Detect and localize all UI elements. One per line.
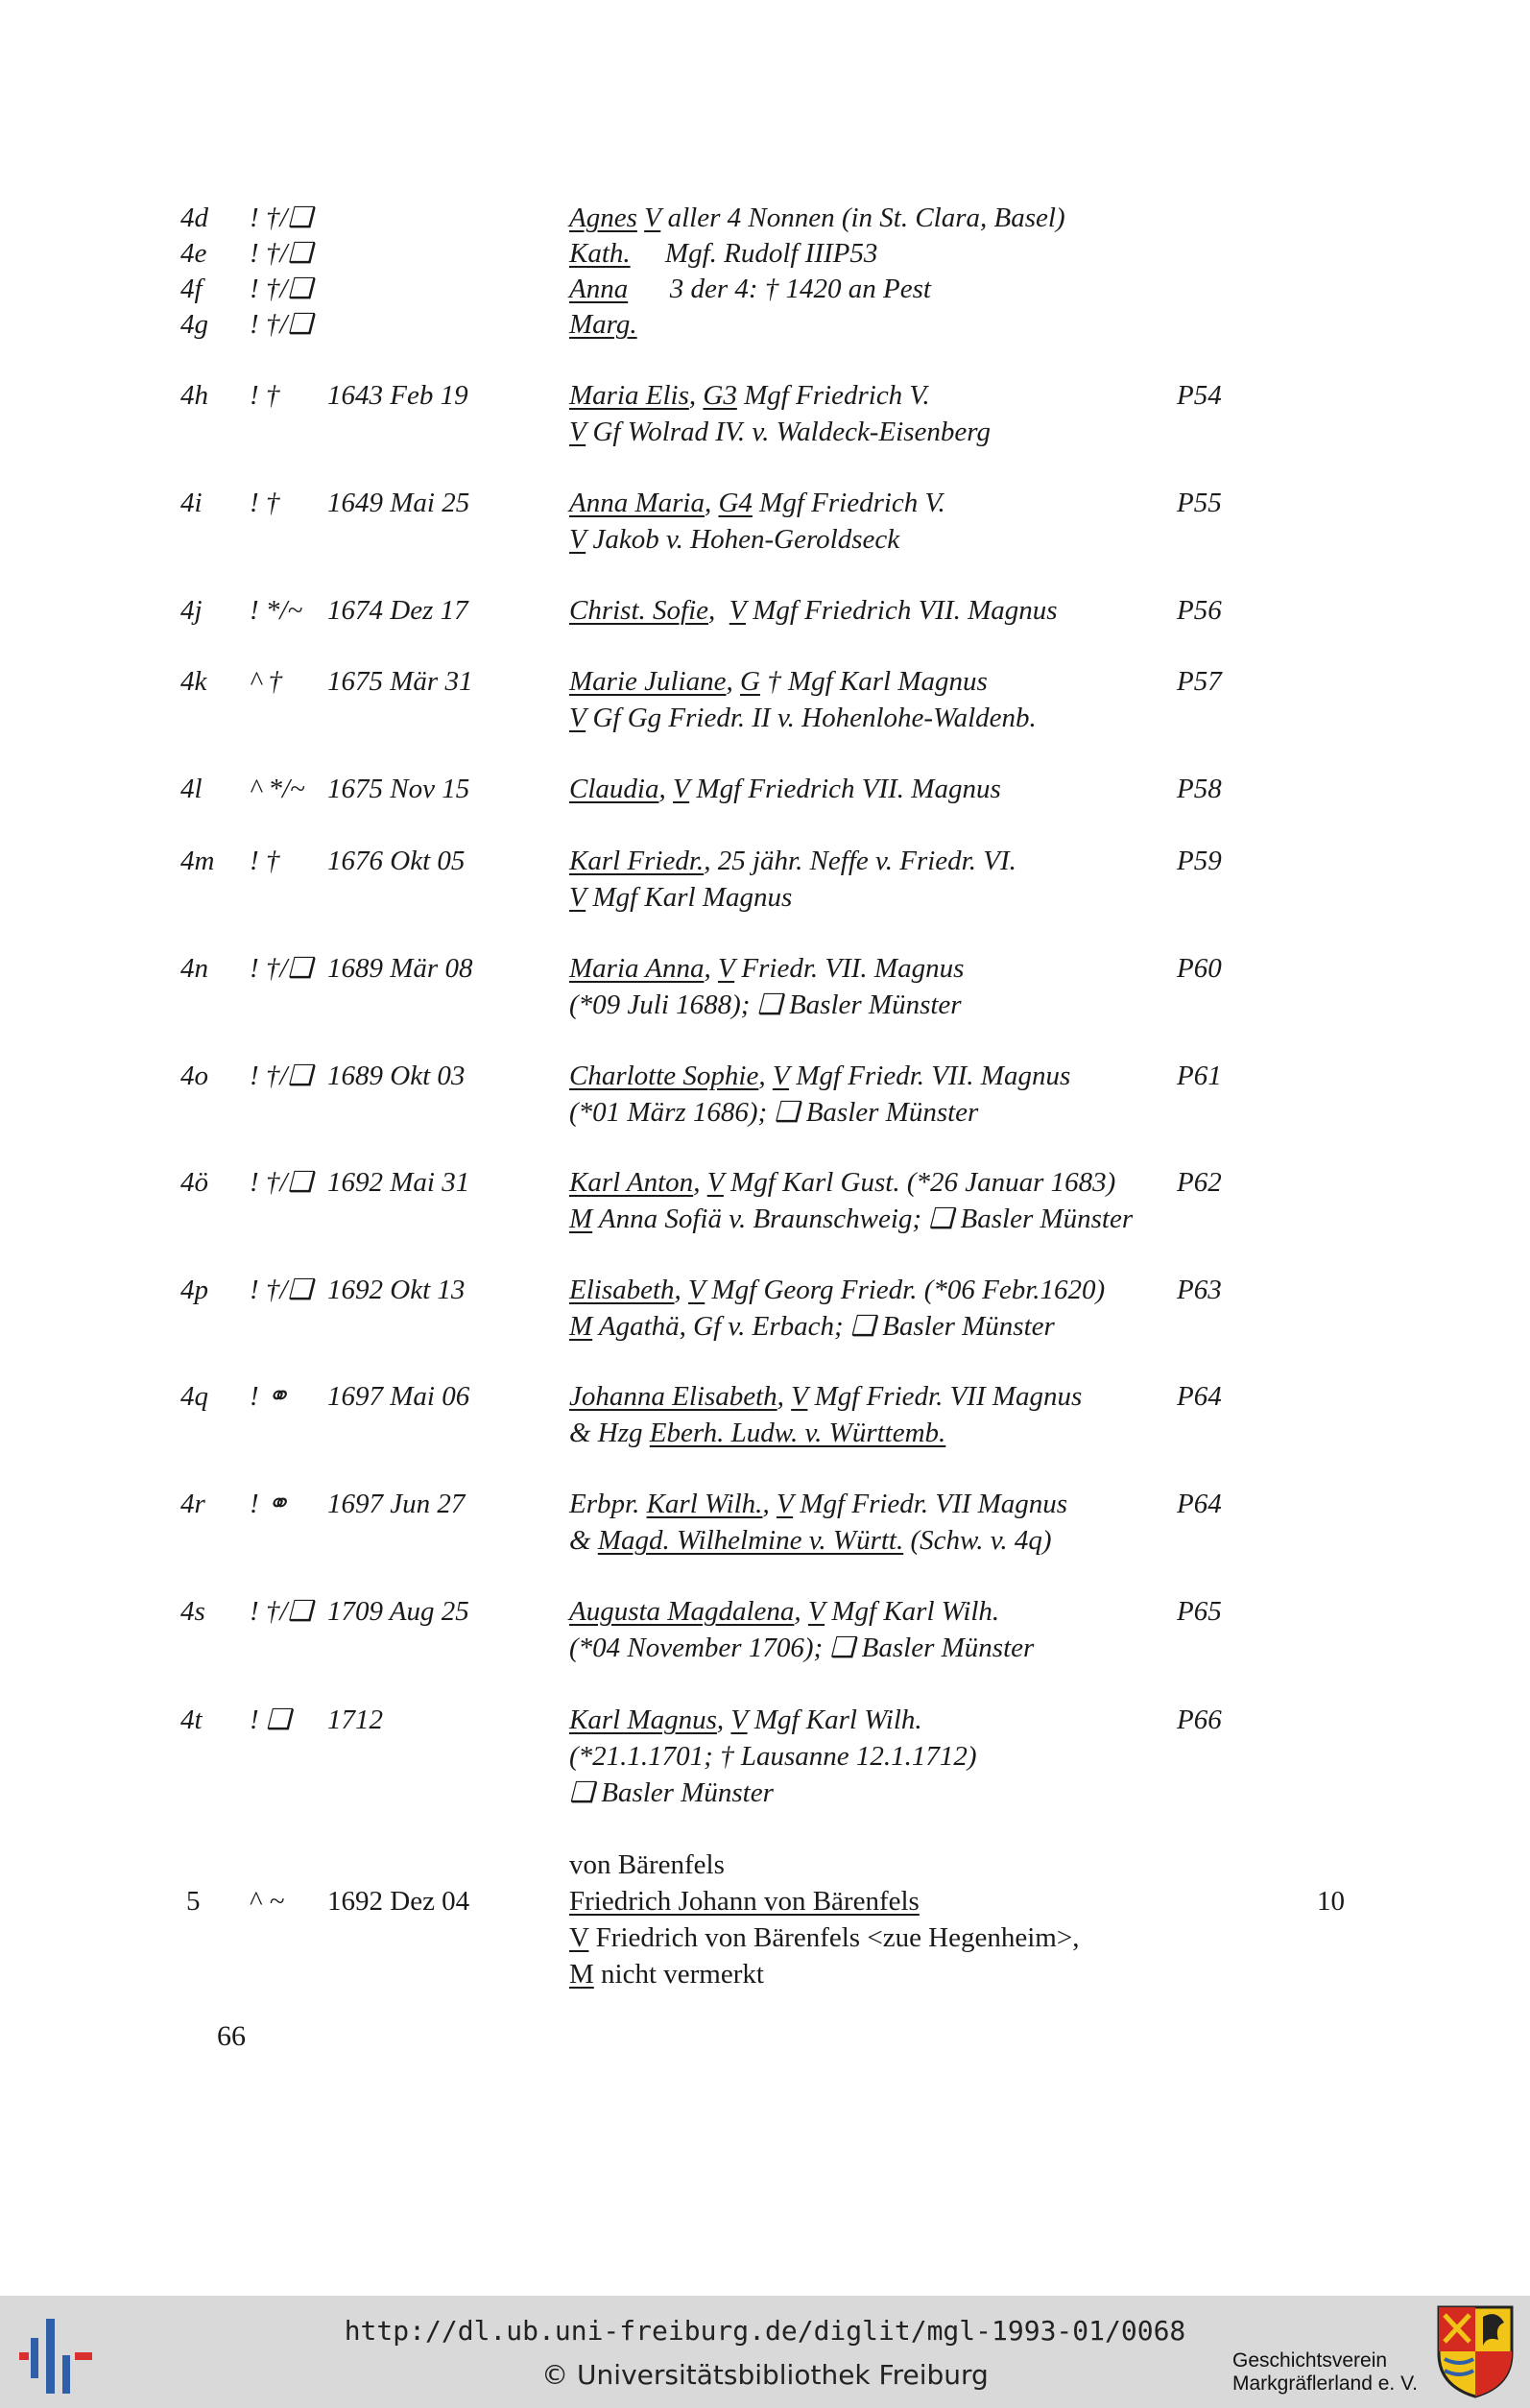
entry-text-line [569, 950, 964, 987]
viewer-footer [0, 2296, 1530, 2408]
text-segment: aller 4 Nonnen (in St. Clara, Basel) [660, 203, 1065, 233]
underlined-name: Karl Wilh. [646, 1489, 763, 1519]
entry-text-line [569, 592, 1058, 629]
underlined-name: Claudia [569, 774, 659, 804]
entry-text-line [569, 1378, 1082, 1415]
entry-symbols: ! †/❑ [250, 274, 313, 304]
entry-id: 4ö [180, 1167, 208, 1198]
entry-text-line [569, 1883, 1079, 1919]
text-segment: (*21.1.1701; † Lausanne 12.1.1712) [569, 1741, 977, 1772]
entry-text-line [569, 1486, 1067, 1522]
entry-text-line [569, 271, 931, 307]
text-segment: Mgf Karl Gust. (*26 Januar 1683) [723, 1167, 1116, 1198]
text-segment: , [688, 380, 704, 411]
entry-reference: P59 [1177, 846, 1222, 876]
entry-text [569, 663, 1037, 736]
text-segment: , 25 jähr. Neffe v. Friedr. VI. [704, 846, 1016, 876]
underlined-name: V [569, 524, 586, 555]
text-segment: Mgf Karl Wilh. [747, 1705, 922, 1735]
entry-text-line [569, 1164, 1133, 1201]
coat-of-arms-icon[interactable] [1435, 2303, 1516, 2399]
text-segment: Mgf Friedr. VII Magnus [793, 1489, 1068, 1519]
entry-text-line [569, 1593, 1034, 1630]
entry-id: 4o [180, 1061, 208, 1091]
entry-text [569, 200, 1065, 236]
entry-text-line [569, 1919, 1079, 1956]
text-segment: Mgf Friedr. VII Magnus [807, 1381, 1083, 1412]
entry-id: 4r [180, 1489, 205, 1519]
entry-text [569, 271, 931, 307]
underlined-name: Marg. [569, 309, 637, 340]
underlined-name: M [569, 1311, 593, 1342]
text-segment: Mgf Friedrich V. [736, 380, 930, 411]
text-segment: Friedr. VII. Magnus [734, 953, 965, 984]
text-segment: Mgf Karl Magnus [586, 882, 793, 913]
publisher-name-line-2: Markgräflerland e. V. [1232, 2372, 1418, 2395]
underlined-name: V [672, 774, 690, 804]
underlined-name: Maria Elis [569, 380, 689, 411]
underlined-name: V [807, 1596, 825, 1627]
text-segment: , [726, 666, 740, 697]
entry-date: 1692 Dez 04 [327, 1886, 470, 1917]
text-segment: & Hzg [569, 1418, 650, 1448]
entry-id: 4p [180, 1275, 208, 1305]
publisher-name-line-1: Geschichtsverein [1232, 2349, 1388, 2372]
entry-id: 4m [180, 846, 215, 876]
underlined-name: V [791, 1381, 808, 1412]
entry-id: 4k [180, 666, 207, 697]
underlined-name: Agnes [569, 203, 637, 233]
underlined-name: V [569, 703, 586, 733]
entry-symbols: ! †/❑ [250, 1061, 313, 1091]
text-segment: Mgf Friedrich V. [752, 488, 945, 518]
entry-text-line [569, 235, 877, 272]
entry-symbols: ^ ~ [250, 1886, 285, 1917]
underlined-name: Karl Magnus [569, 1705, 717, 1735]
entry-text-line [569, 1956, 1079, 1992]
copyright-notice: © Universitätsbibliothek Freiburg [541, 2359, 989, 2391]
entry-text [569, 1272, 1105, 1345]
entry-symbols: ! †/❑ [250, 1167, 313, 1198]
entry-symbols: ! ❑ [250, 1705, 291, 1735]
entry-text-line [569, 414, 991, 450]
entry-text [569, 1593, 1034, 1666]
entry-text-line [569, 987, 964, 1023]
entry-text-line [569, 200, 1065, 236]
text-segment: Mgf Friedr. VII. Magnus [789, 1061, 1071, 1091]
entry-symbols: ! † [250, 380, 280, 411]
entry-text-line [569, 521, 945, 558]
underlined-name: Anna [569, 274, 629, 304]
entry-text-line [569, 663, 1037, 700]
entry-id: 4t [180, 1705, 203, 1735]
text-segment: Jakob v. Hohen-Geroldseck [586, 524, 900, 555]
entry-date: 1675 Mär 31 [327, 666, 473, 697]
entry-text-line [569, 377, 991, 414]
entry-date: 1692 Okt 13 [327, 1275, 466, 1305]
text-segment: Mgf Karl Wilh. [825, 1596, 1000, 1627]
text-segment: , [704, 953, 718, 984]
text-segment: , [794, 1596, 808, 1627]
underlined-name: Charlotte Sophie [569, 1061, 759, 1091]
text-segment: Mgf Friedrich VII. Magnus [745, 595, 1058, 626]
text-segment: , [693, 1167, 707, 1198]
entry-text [569, 1883, 1079, 1992]
entry-reference: 10 [1317, 1886, 1345, 1917]
underlined-name: V [644, 203, 661, 233]
underlined-name: Karl Friedr. [569, 846, 705, 876]
text-segment: † Mgf Karl Magnus [759, 666, 988, 697]
underlined-name: Karl Anton [569, 1167, 694, 1198]
underlined-name: V [688, 1275, 705, 1305]
entry-reference: P60 [1177, 953, 1222, 984]
entry-id: 4n [180, 953, 208, 984]
entry-id: 4s [180, 1596, 205, 1627]
entry-id: 5 [186, 1886, 201, 1917]
text-segment: , [758, 1061, 773, 1091]
entry-text [569, 843, 1016, 916]
underlined-name: Magd. Wilhelmine v. Württ. [597, 1525, 904, 1556]
underlined-name: V [729, 595, 746, 626]
text-segment: , [777, 1381, 792, 1412]
text-segment: ❑ Basler Münster [569, 1777, 774, 1808]
text-segment: , [708, 595, 729, 626]
underlined-name: V [776, 1489, 794, 1519]
underlined-name: Marie Juliane [569, 666, 727, 697]
underlined-name: Augusta Magdalena [569, 1596, 795, 1627]
entry-symbols: ! ⚭ [250, 1489, 290, 1519]
entry-text-line [569, 843, 1016, 879]
entry-text [569, 1702, 977, 1811]
entry-symbols: ! †/❑ [250, 953, 313, 984]
entry-date: 1697 Mai 06 [327, 1381, 470, 1412]
underlined-name: V [569, 417, 586, 447]
entry-text [569, 1164, 1133, 1237]
text-segment: Friedrich von Bärenfels <zue Hegenheim>, [588, 1922, 1080, 1953]
entry-date: 1689 Mär 08 [327, 953, 473, 984]
entry-text-line [569, 771, 1001, 807]
text-segment: nicht vermerkt [593, 1959, 764, 1990]
entry-date: 1676 Okt 05 [327, 846, 466, 876]
page-number: 66 [217, 2020, 246, 2052]
underlined-name: G4 [718, 488, 753, 518]
text-segment: Mgf. Rudolf IIIP53 [630, 238, 878, 269]
text-segment: Agathä, Gf v. Erbach; ❑ Basler Münster [592, 1311, 1055, 1342]
text-segment: , [716, 1705, 731, 1735]
entry-symbols: ! †/❑ [250, 309, 313, 340]
underlined-name: M [569, 1959, 594, 1990]
entry-text-line [569, 1308, 1105, 1345]
entry-symbols: ! */~ [250, 595, 303, 626]
entry-text-line [569, 1522, 1067, 1559]
entry-id: 4i [180, 488, 203, 518]
entry-id: 4g [180, 309, 208, 340]
underlined-name: Elisabeth [569, 1275, 675, 1305]
entry-text [569, 592, 1058, 629]
entry-date: 1674 Dez 17 [327, 595, 468, 626]
entry-text-line [569, 1272, 1105, 1308]
entry-reference: P65 [1177, 1596, 1222, 1627]
text-segment: (*01 März 1686); ❑ Basler Münster [569, 1097, 979, 1128]
publisher-name [1232, 2349, 1418, 2396]
entry-text [569, 485, 945, 558]
entry-date: 1649 Mai 25 [327, 488, 470, 518]
entry-reference: P63 [1177, 1275, 1222, 1305]
underlined-name: Kath. [569, 238, 631, 269]
underlined-name: Eberh. Ludw. v. Württemb. [649, 1418, 946, 1448]
text-segment: (*09 Juli 1688); ❑ Basler Münster [569, 989, 962, 1020]
underlined-name: V [569, 882, 586, 913]
entry-text-line [569, 1094, 1070, 1131]
entry-text-line [569, 1058, 1070, 1094]
entry-id: 4d [180, 203, 208, 233]
entry-date: 1692 Mai 31 [327, 1167, 470, 1198]
entry-text-line [569, 1630, 1034, 1666]
underlined-name: M [569, 1204, 593, 1234]
entry-date: 1689 Okt 03 [327, 1061, 466, 1091]
entry-date: 1697 Jun 27 [327, 1489, 466, 1519]
entry-date: 1712 [327, 1705, 383, 1735]
underlined-name: Friedrich Johann von Bärenfels [569, 1886, 920, 1917]
entry-id: 4e [180, 238, 207, 269]
entry-reference: P62 [1177, 1167, 1222, 1198]
entry-text [569, 950, 964, 1023]
document-url-link[interactable]: http://dl.ub.uni-freiburg.de/diglit/mgl-1993-01/0068 [344, 2315, 1186, 2347]
entry-reference: P64 [1177, 1489, 1222, 1519]
text-segment: 3 der 4: † 1420 an Pest [628, 274, 931, 304]
entry-date: 1709 Aug 25 [327, 1596, 469, 1627]
entry-symbols: ! †/❑ [250, 203, 313, 233]
text-segment: Erbpr. [569, 1489, 647, 1519]
underlined-name: V [569, 1922, 589, 1953]
entry-text-line [569, 1415, 1082, 1451]
underlined-name: V [717, 953, 735, 984]
entry-id: 4f [180, 274, 203, 304]
entry-text [569, 235, 877, 272]
entry-id: 4l [180, 774, 203, 804]
entry-symbols: ! ⚭ [250, 1381, 290, 1412]
entry-id: 4j [180, 595, 203, 626]
entry-reference: P54 [1177, 380, 1222, 411]
text-segment: Gf Wolrad IV. v. Waldeck-Eisenberg [586, 417, 991, 447]
entry-symbols: ! †/❑ [250, 238, 313, 269]
entry-reference: P55 [1177, 488, 1222, 518]
entry-text-line [569, 879, 1016, 916]
entry-id: 4h [180, 380, 208, 411]
entry-text [569, 1058, 1070, 1131]
entry-text-line [569, 700, 1037, 736]
entry-text [569, 377, 991, 450]
text-segment: , [704, 488, 719, 518]
entry-text [569, 771, 1001, 807]
entry-text [569, 1486, 1067, 1559]
entry-text-line [569, 485, 945, 521]
underlined-name: Christ. Sofie [569, 595, 709, 626]
text-segment: , [762, 1489, 777, 1519]
text-segment: Mgf Georg Friedr. (*06 Febr.1620) [705, 1275, 1106, 1305]
entry-text-line [569, 1775, 977, 1811]
entry-symbols: ! †/❑ [250, 1596, 313, 1627]
entry-date: 1643 Feb 19 [327, 380, 468, 411]
text-segment: Mgf Friedrich VII. Magnus [689, 774, 1001, 804]
text-segment: (*04 November 1706); ❑ Basler Münster [569, 1633, 1035, 1663]
entry-text-line [569, 306, 637, 343]
text-segment: , [658, 774, 673, 804]
entry-reference: P57 [1177, 666, 1222, 697]
entry-text-line [569, 1738, 977, 1775]
text-segment: (Schw. v. 4q) [903, 1525, 1052, 1556]
underlined-name: V [772, 1061, 790, 1091]
text-segment: Anna Sofiä v. Braunschweig; ❑ Basler Münster [592, 1204, 1134, 1234]
entry-symbols: ^ */~ [250, 774, 305, 804]
entry-symbols: ! † [250, 846, 280, 876]
underlined-name: G3 [703, 380, 737, 411]
entry-symbols: ! † [250, 488, 280, 518]
underlined-name: G [739, 666, 760, 697]
text-segment: , [674, 1275, 689, 1305]
underlined-name: V [730, 1705, 748, 1735]
entry-text [569, 306, 637, 343]
entry-symbols: ^ † [250, 666, 282, 697]
underlined-name: V [706, 1167, 724, 1198]
entry-text-line [569, 1702, 977, 1738]
text-segment: & [569, 1525, 598, 1556]
entry-reference: P56 [1177, 595, 1222, 626]
underlined-name: Maria Anna [569, 953, 705, 984]
entry-date: 1675 Nov 15 [327, 774, 470, 804]
underlined-name: Anna Maria [569, 488, 705, 518]
entry-id: 4q [180, 1381, 208, 1412]
underlined-name: Johanna Elisabeth [569, 1381, 777, 1412]
entry-text-line [569, 1201, 1133, 1237]
entry-reference: P66 [1177, 1705, 1222, 1735]
text-segment: Gf Gg Friedr. II v. Hohenlohe-Waldenb. [586, 703, 1037, 733]
entry-text [569, 1378, 1082, 1451]
entry-reference: P64 [1177, 1381, 1222, 1412]
entry-reference: P61 [1177, 1061, 1222, 1091]
section-heading: von Bärenfels [569, 1849, 725, 1880]
entry-reference: P58 [1177, 774, 1222, 804]
entry-symbols: ! †/❑ [250, 1275, 313, 1305]
